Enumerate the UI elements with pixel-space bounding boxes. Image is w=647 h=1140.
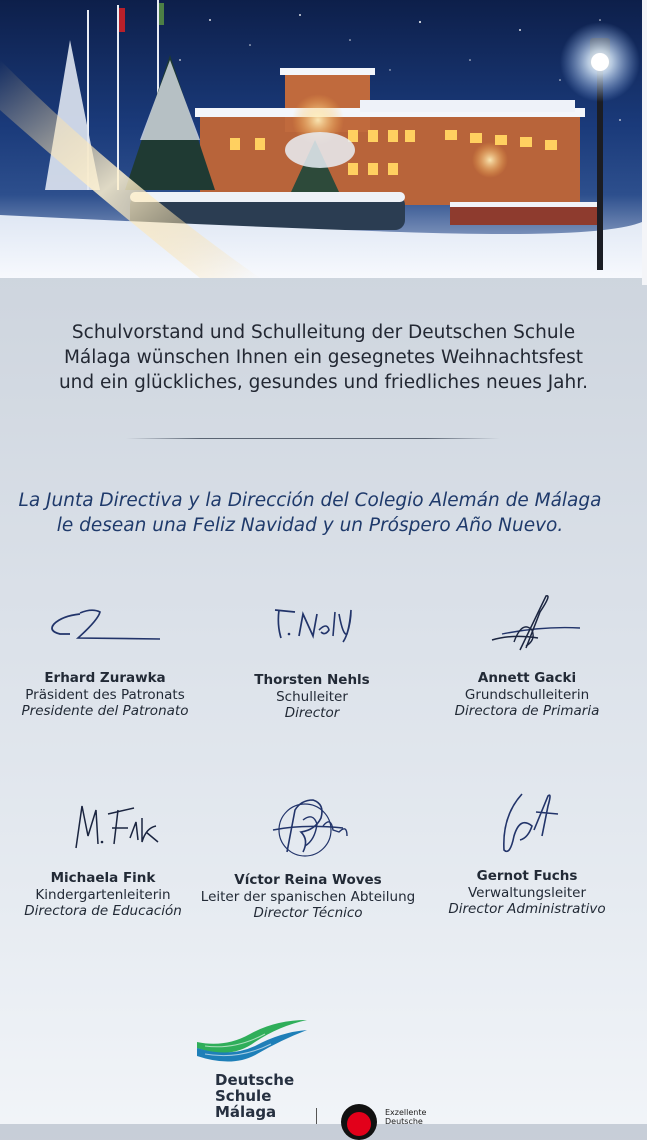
- greeting-spanish-line: le desean una Feliz Navidad y un Próspero Año Nuevo.: [56, 515, 564, 536]
- signature-image: [243, 790, 373, 870]
- logo-text-line: Málaga: [215, 1103, 277, 1121]
- signatory-annett-gacki: [417, 590, 637, 719]
- signatory-name: Víctor Reina Woves: [234, 872, 382, 888]
- logo-wave-icon: [195, 1018, 313, 1068]
- signatory-role-german: Kindergartenleiterin: [35, 887, 171, 903]
- signatory-name: Thorsten Nehls: [254, 672, 370, 688]
- logo-wordmark: [215, 1072, 294, 1120]
- badge-text-line: Deutsche: [385, 1117, 423, 1126]
- divider-line: [126, 438, 500, 439]
- signatory-role-german: Verwaltungsleiter: [467, 885, 587, 901]
- signatory-role-german: Grundschulleiterin: [464, 687, 590, 703]
- school-logo: [195, 1018, 455, 1124]
- excellence-seal-icon: [341, 1104, 377, 1140]
- signatory-role-spanish: Directora de Educación: [24, 903, 182, 919]
- signatory-name: Erhard Zurawka: [44, 670, 166, 686]
- signatory-erhard-zurawka: [0, 598, 215, 719]
- signatory-name: Annett Gacki: [477, 670, 577, 686]
- signature-image: [462, 786, 592, 866]
- greeting-spanish: [0, 488, 620, 538]
- signatory-victor-reina-woves: [198, 790, 418, 921]
- greeting-german-line: und ein glückliches, gesundes und friedliches neues Jahr.: [58, 372, 589, 393]
- greeting-spanish-line: La Junta Directiva y la Dirección del Colegio Alemán de Málaga: [18, 490, 602, 511]
- hero-edge: [642, 0, 647, 285]
- signature-image: [247, 600, 377, 670]
- signatory-role-german: Leiter der spanischen Abteilung: [200, 889, 416, 905]
- signature-image: [462, 590, 592, 668]
- signatory-role-german: Präsident des Patronats: [25, 687, 185, 703]
- greeting-german-line: Málaga wünschen Ihnen ein gesegnetes Weihnachtsfest: [63, 347, 584, 368]
- excellence-badge-text: [385, 1108, 426, 1126]
- signatory-role-spanish: Director Técnico: [253, 905, 363, 921]
- badge-text-line: Exzellente: [385, 1108, 427, 1117]
- signature-image: [40, 598, 170, 668]
- signatory-name: Michaela Fink: [50, 870, 156, 886]
- signatory-role-german: Schulleiter: [276, 689, 348, 705]
- signatory-role-spanish: Directora de Primaria: [454, 703, 600, 719]
- signatory-gernot-fuchs: [417, 786, 637, 917]
- signatory-name: Gernot Fuchs: [476, 868, 578, 884]
- signatory-role-spanish: Presidente del Patronato: [21, 703, 189, 719]
- signatory-role-spanish: Director Administrativo: [448, 901, 606, 917]
- hero-illustration: [0, 0, 642, 278]
- signature-image: [38, 798, 168, 868]
- logo-separator: [316, 1108, 317, 1124]
- signatory-role-spanish: Director: [284, 705, 340, 721]
- signatory-michaela-fink: [0, 798, 213, 919]
- signatory-thorsten-nehls: [202, 600, 422, 721]
- logo-text-line: Schule: [215, 1087, 272, 1105]
- logo-text-line: Deutsche: [215, 1071, 295, 1089]
- greeting-german-line: Schulvorstand und Schulleitung der Deutschen Schule: [71, 322, 576, 343]
- hero-image-school-in-snow: [0, 0, 642, 278]
- greeting-german: [0, 320, 647, 395]
